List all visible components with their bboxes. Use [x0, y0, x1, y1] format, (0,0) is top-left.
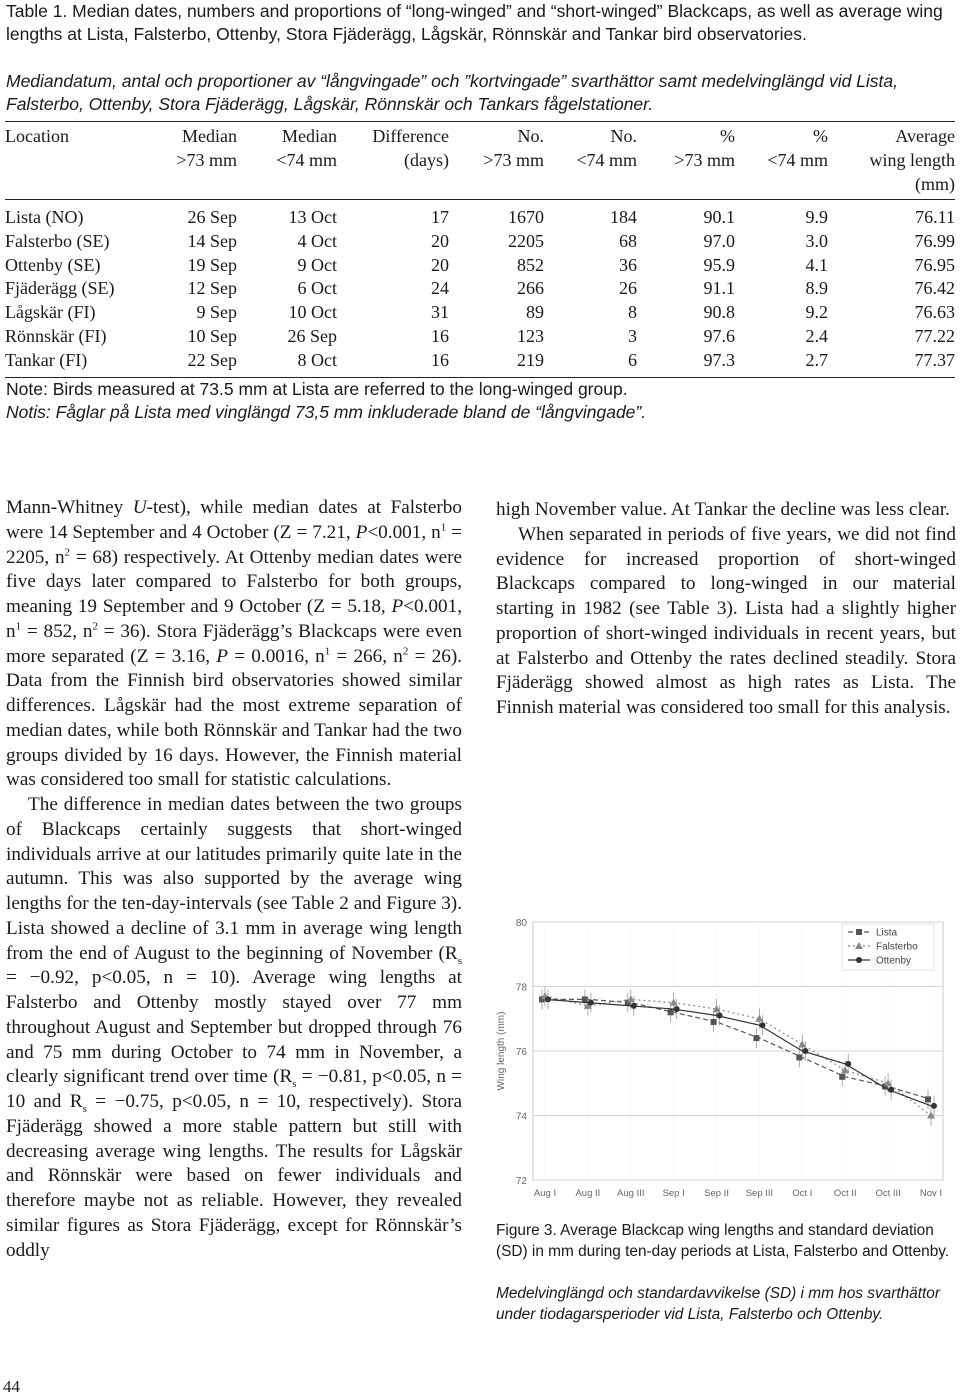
- table-cell: Lista (NO): [5, 207, 84, 227]
- table-cell: 76.11: [915, 207, 955, 227]
- data-table: [5, 121, 955, 378]
- table-cell: 76.42: [914, 278, 955, 299]
- table-cell: 76.99: [914, 230, 955, 251]
- x-tick-label: Oct II: [833, 1188, 857, 1199]
- x-tick-label: Oct I: [792, 1188, 813, 1199]
- body-paragraph: high November value. At Tankar the decline was less clear.: [496, 499, 950, 520]
- body-paragraph: When separated in periods of five years, we did not find evidence for increased proportion of short-winged Blackcaps compared to long-winged in our material starting in 1982 (see Table 3). Lista had a slightly higher proportion of short-winged individuals in recent years, but at Falsterbo and Ottenby the rates declined steadily. Stora Fjäderägg showed almost as high rates as Lista. The Finnish material was considered too small for this analysis.: [496, 523, 956, 718]
- table-cell: 9 Sep: [196, 302, 237, 323]
- header-location: Location: [5, 126, 69, 146]
- table-cell: 12 Sep: [187, 278, 237, 299]
- legend-label: Falsterbo: [876, 941, 918, 953]
- data-point: [888, 1087, 894, 1093]
- table-header-row: [5, 122, 955, 200]
- table-cell: 852: [517, 254, 544, 275]
- table-cell: 26: [619, 278, 637, 299]
- table-cell: 89: [526, 302, 544, 323]
- data-point: [925, 1096, 931, 1102]
- table-cell: 76.95: [914, 254, 955, 275]
- header-pct-short: % <74 mm: [767, 126, 828, 170]
- table-cell: 184: [610, 207, 637, 227]
- body-column-left: [6, 496, 462, 1263]
- table-row: [5, 277, 955, 301]
- x-tick-label: Aug II: [575, 1188, 601, 1199]
- table-cell: 91.1: [703, 278, 735, 299]
- table-cell: 8.9: [805, 278, 828, 299]
- header-no-long: No. >73 mm: [483, 126, 544, 170]
- legend-label: Lista: [876, 927, 898, 939]
- table-cell: 22 Sep: [187, 349, 237, 370]
- table-cell: 4 Oct: [297, 230, 337, 251]
- table-cell: 31: [431, 302, 449, 323]
- x-tick-label: Sep II: [704, 1188, 729, 1199]
- header-pct-long: % >73 mm: [674, 126, 735, 170]
- data-point: [931, 1103, 937, 1109]
- table-cell: 97.6: [703, 325, 735, 346]
- legend-marker: [856, 929, 862, 935]
- table-row: [5, 200, 955, 230]
- body-column-right: [496, 498, 956, 721]
- data-point: [668, 1009, 674, 1015]
- data-point: [674, 1006, 680, 1012]
- table-cell: 76.63: [914, 302, 955, 323]
- table-cell: 20: [431, 254, 449, 275]
- table-cell: 90.1: [703, 207, 735, 227]
- table-cell: 24: [431, 278, 449, 299]
- table-cell: 16: [431, 349, 449, 370]
- table-row: [5, 230, 955, 254]
- table-cell: 10 Oct: [288, 302, 337, 323]
- data-point: [711, 1019, 717, 1025]
- legend-label: Ottenby: [876, 955, 912, 967]
- body-paragraph: The difference in median dates between the two groups of Blackcaps certainly suggests that short-winged individuals arrive at our latitudes primarily quite late in the autumn. This was also supported by the average wing lengths for the ten-day-intervals (see Table 2 and Figure 3). Lista showed a decline of 3.1 mm in average wing length from the end of August to the beginning of November ($R_s = -0.92$, p<0.05, n = 10). Average wing lengths at Falsterbo and Ottenby mostly stayed over 77 mm throughout August and September but dropped through 76 and 75 mm during October to 74 mm in November, a clearly significant trend over time ($R_s = -0.81$, p<0.05, n = 10 and $R_s = -0.75$, p<0.05, n = 10, respectively). Stora Fjäderägg showed a more stable pattern but still with decreasing average wing lengths. The results for Lågskär and Rönnskär were based on fewer individuals and therefore maybe not as reliable. However, they revealed similar figures as Stora Fjäderägg, except for Rönnskär’s oddly: [6, 794, 462, 1261]
- table-cell: 3.0: [805, 230, 828, 251]
- table-cell: 77.37: [914, 349, 955, 370]
- table-cell: 8 Oct: [297, 349, 337, 370]
- table-cell: 26 Sep: [187, 207, 237, 227]
- table-cell: 4.1: [805, 254, 828, 275]
- table-cell: 9.9: [805, 207, 828, 227]
- table-cell: 14 Sep: [187, 230, 237, 251]
- table-cell: 9 Oct: [297, 254, 337, 275]
- header-median-short: Median <74 mm: [276, 126, 337, 170]
- data-point: [796, 1054, 802, 1060]
- body-paragraph: Mann-Whitney U-test), while median dates at Falsterbo were 14 September and 4 October (Z = 7.21, P<0.001, $n^1 = 2205$, $n^2 = 68$) respectively. At Ottenby median dates were five days later compared to Falsterbo for both groups, meaning 19 September and 9 October (Z = 5.18, P<0.001, $n^1 = 852$, $n^2 = 36$). Stora Fjäderägg’s Blackcaps were even more separated (Z = 3.16, P = 0.0016, $n^1 = 266$, $n^2 = 26$). Data from the Finnish bird observatories showed similar differences. Lågskär had the most extreme separation of median dates, while both Rönnskär and Tankar had the two groups divided by 16 days. However, the Finnish material was considered too small for statistic calculations.: [6, 497, 463, 791]
- x-tick-label: Nov I: [919, 1188, 943, 1199]
- y-tick-label: 74: [515, 1111, 527, 1123]
- table-cell: 2.7: [805, 349, 828, 370]
- table-cell: 13 Oct: [288, 207, 337, 227]
- table-row: [5, 254, 955, 278]
- table-cell: 19 Sep: [187, 254, 237, 275]
- table-cell: 97.0: [703, 230, 735, 251]
- table-cell: 2205: [508, 230, 544, 251]
- table-cell: 68: [619, 230, 637, 251]
- table-cell: Lågskär (FI): [5, 302, 96, 323]
- header-no-short: No. <74 mm: [576, 126, 637, 170]
- table-cell: 123: [517, 325, 544, 346]
- table-note-sv: Notis: Fåglar på Lista med vinglängd 73,5 mm inkluderade bland de “långvingade”.: [6, 402, 647, 422]
- page-number: 44: [3, 1377, 20, 1396]
- data-point: [582, 996, 588, 1002]
- header-avg-wing: Average wing length (mm): [869, 126, 955, 194]
- table-cell: 20: [431, 230, 449, 251]
- header-difference: Difference (days): [372, 126, 449, 170]
- table-cell: 26 Sep: [287, 325, 337, 346]
- table-cell: 77.22: [914, 325, 955, 346]
- x-tick-label: Oct III: [875, 1188, 901, 1199]
- data-point: [759, 1022, 765, 1028]
- table-cell: 95.9: [703, 254, 735, 275]
- table-cell: 36: [619, 254, 637, 275]
- table-cell: 2.4: [805, 325, 828, 346]
- y-tick-label: 78: [515, 982, 527, 994]
- table-cell: 17: [431, 207, 449, 227]
- table-cell: 6 Oct: [297, 278, 337, 299]
- x-tick-label: Sep III: [745, 1188, 774, 1199]
- table-cell: Fjäderägg (SE): [5, 278, 115, 299]
- x-tick-label: Sep I: [662, 1188, 685, 1199]
- table-cell: Ottenby (SE): [5, 254, 101, 275]
- figure-3-chart: [488, 910, 953, 1210]
- table-row: [5, 301, 955, 325]
- x-tick-label: Aug I: [533, 1188, 557, 1199]
- data-point: [545, 996, 551, 1002]
- y-tick-label: 80: [515, 918, 527, 929]
- y-axis-label: Wing length (mm): [496, 1011, 507, 1091]
- x-tick-label: Aug III: [617, 1188, 645, 1199]
- table-cell: Rönnskär (FI): [5, 325, 107, 346]
- y-tick-label: 72: [515, 1176, 527, 1187]
- table-cell: 9.2: [805, 302, 828, 323]
- table-cell: 10 Sep: [187, 325, 237, 346]
- table-cell: 97.3: [703, 349, 735, 370]
- data-point: [631, 1003, 637, 1009]
- legend-marker: [856, 957, 862, 963]
- data-point: [753, 1035, 759, 1041]
- header-median-long: Median >73 mm: [176, 126, 237, 170]
- table-cell: 16: [431, 325, 449, 346]
- figure-caption-sv: Medelvinglängd och standardavvikelse (SD) i mm hos svarthättor under tiodagarsperioder vid Lista, Falsterbo och Ottenby.: [496, 1285, 940, 1323]
- table-cell: 8: [628, 302, 637, 323]
- table-caption-sv: Mediandatum, antal och proportioner av “långvingade” och ”kortvingade” svarthättor samt medelvinglängd vid Lista, Falsterbo, Ottenby, Stora Fjäderägg, Lågskär, Rönnskär och Tankars fågelstationer.: [6, 71, 899, 114]
- table-row: [5, 349, 955, 377]
- table-row: [5, 325, 955, 349]
- table-cell: 3: [628, 325, 637, 346]
- y-tick-label: 76: [515, 1047, 527, 1058]
- table-cell: Tankar (FI): [5, 349, 88, 370]
- data-point: [717, 1013, 723, 1019]
- table-note-en: Note: Birds measured at 73.5 mm at Lista are referred to the long-winged group.: [6, 379, 628, 399]
- data-point: [588, 1000, 594, 1006]
- table-cell: 90.8: [703, 302, 735, 323]
- table-caption-en: Table 1. Median dates, numbers and proportions of “long-winged” and “short-winged” Blackcaps, as well as average wing lengths at Lista, Falsterbo, Ottenby, Stora Fjäderägg, Lågskär, Rönnskär and Tankar bird observatories.: [6, 1, 943, 44]
- table-cell: Falsterbo (SE): [5, 230, 110, 251]
- table-cell: 266: [517, 278, 544, 299]
- figure-caption-en: Figure 3. Average Blackcap wing lengths and standard deviation (SD) in mm during ten-day periods at Lista, Falsterbo and Ottenby.: [496, 1222, 950, 1260]
- data-point: [802, 1048, 808, 1054]
- data-point: [845, 1061, 851, 1067]
- table-cell: 6: [628, 349, 637, 370]
- table-cell: 219: [517, 349, 544, 370]
- data-point: [839, 1074, 845, 1080]
- table-cell: 1670: [508, 207, 544, 227]
